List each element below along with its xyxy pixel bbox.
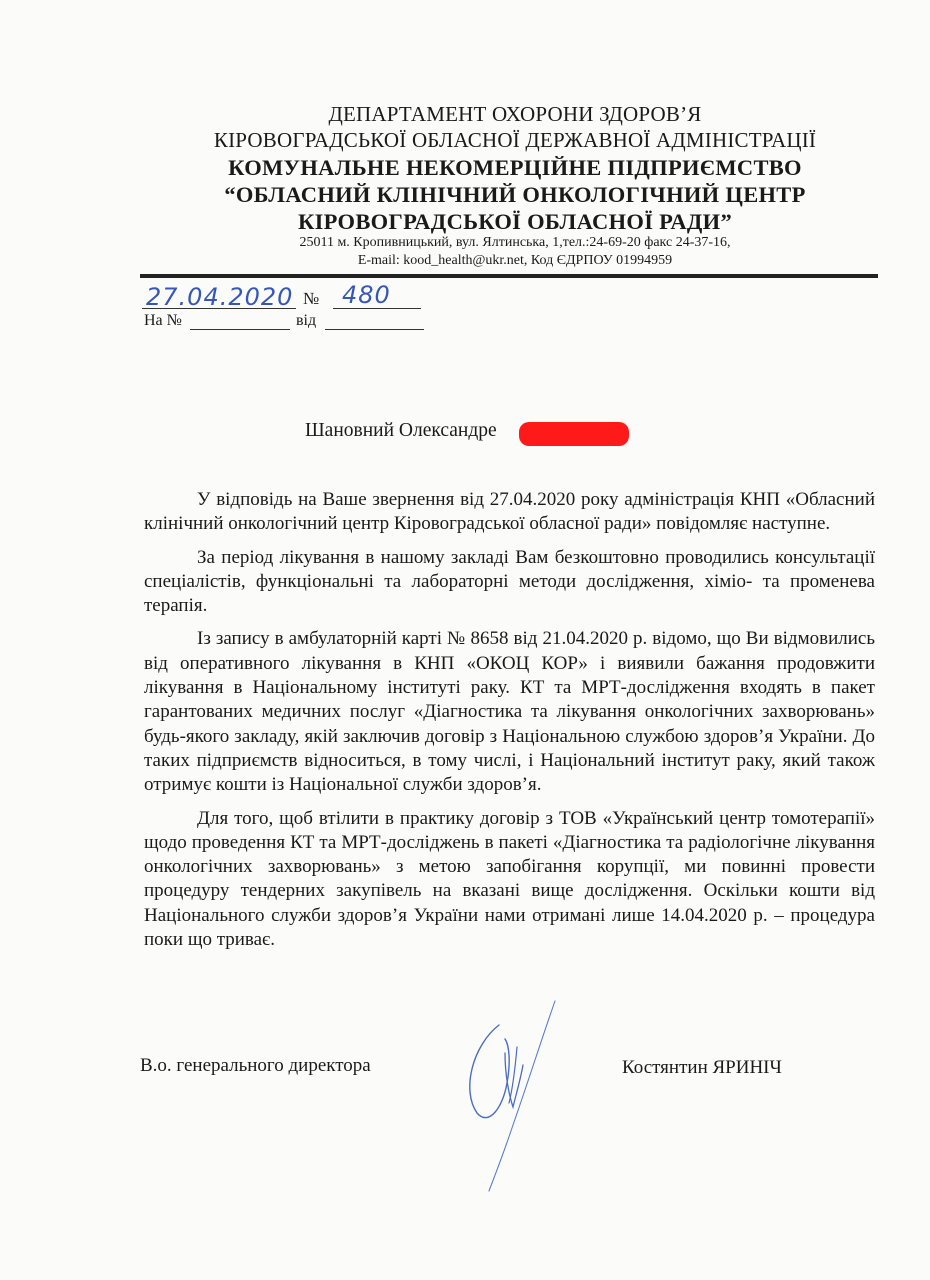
paragraph: У відповідь на Ваше звернення від 27.04.2020 року адміністрація КНП «Обласний клінічний онкологічний центр Кіровоградської обласної ради» повідомляє наступне. <box>144 489 875 535</box>
signatory-name: Костянтин ЯРИНІЧ <box>622 1057 782 1078</box>
address-line-2: E-mail: kood_health@ukr.net, Код ЄДРПОУ 01994959 <box>357 253 673 268</box>
org-line-1: КОМУНАЛЬНЕ НЕКОМЕРЦІЙНЕ ПІДПРИЄМСТВО <box>228 155 802 180</box>
salutation: Шановний Олександре <box>305 420 497 441</box>
from-label: від <box>296 312 317 329</box>
address-line-1: 25011 м. Кропивницький, вул. Ялтинська, 1,тел.:24-69-20 факс 24-37-16, <box>299 235 731 250</box>
address-block <box>120 234 910 270</box>
reply-date-underline <box>325 329 424 330</box>
redacted-surname <box>519 422 629 446</box>
header-divider <box>140 274 878 278</box>
handwritten-signature <box>455 995 565 1195</box>
paragraph: За період лікування в нашому закладі Вам безкоштовно проводились консультації спеціалістів, функціональні та лабораторні методи дослідження, хіміо- та променева терапія. <box>144 546 875 617</box>
number-underline <box>333 308 421 309</box>
org-line-3: КІРОВОГРАДСЬКОЇ ОБЛАСНОЇ РАДИ” <box>297 209 733 234</box>
department-header <box>120 101 910 153</box>
paragraph: Із запису в амбулаторній карті № 8658 від 21.04.2020 р. відомо, що Ви відмовились від оперативного лікування в КНП «ОКОЦ КОР» і виявили бажання продовжити лікування в Національному інституті раку. КТ та МРТ-дослідження входять в пакет гарантованих медичних послуг «Діагностика та лікування онкологічних захворювань» будь-якого закладу, якій заключив договір з Національною службою здоров’я України. До таких підприємств відноситься, в тому числі, і Національний інститут раку, який також отримує кошти із Національної служби здоров’я. <box>144 628 875 796</box>
department-line-2: КІРОВОГРАДСЬКОЇ ОБЛАСНОЇ ДЕРЖАВНОЇ АДМІНІСТРАЦІЇ <box>213 128 817 152</box>
handwritten-date: 27.04.2020 <box>146 283 294 311</box>
handwritten-number: 480 <box>342 281 391 309</box>
reply-number-underline <box>190 329 290 330</box>
date-underline <box>142 308 296 309</box>
department-line-1: ДЕПАРТАМЕНТ ОХОРОНИ ЗДОРОВ’Я <box>328 102 702 126</box>
org-line-2: “ОБЛАСНИЙ КЛІНІЧНИЙ ОНКОЛОГІЧНИЙ ЦЕНТР <box>224 182 806 207</box>
organization-header <box>120 154 910 235</box>
reply-to-label: На № <box>144 312 182 329</box>
paragraph: Для того, щоб втілити в практику договір з ТОВ «Український центр томотерапії» щодо проведення КТ та МРТ-досліджень в пакеті «Діагностика та радіологічне лікування онкологічних захворювань» з метою запобігання корупції, ми повинні провести процедуру тендерних закупівель на вказані вище дослідження. Оскільки кошти від Національного служби здоров’я України нами отримані лише 14.04.2020 р. – процедура поки що триває. <box>144 807 875 951</box>
signatory-position: В.о. генерального директора <box>140 1055 371 1076</box>
letter-body <box>144 488 875 961</box>
number-label: № <box>303 289 320 308</box>
